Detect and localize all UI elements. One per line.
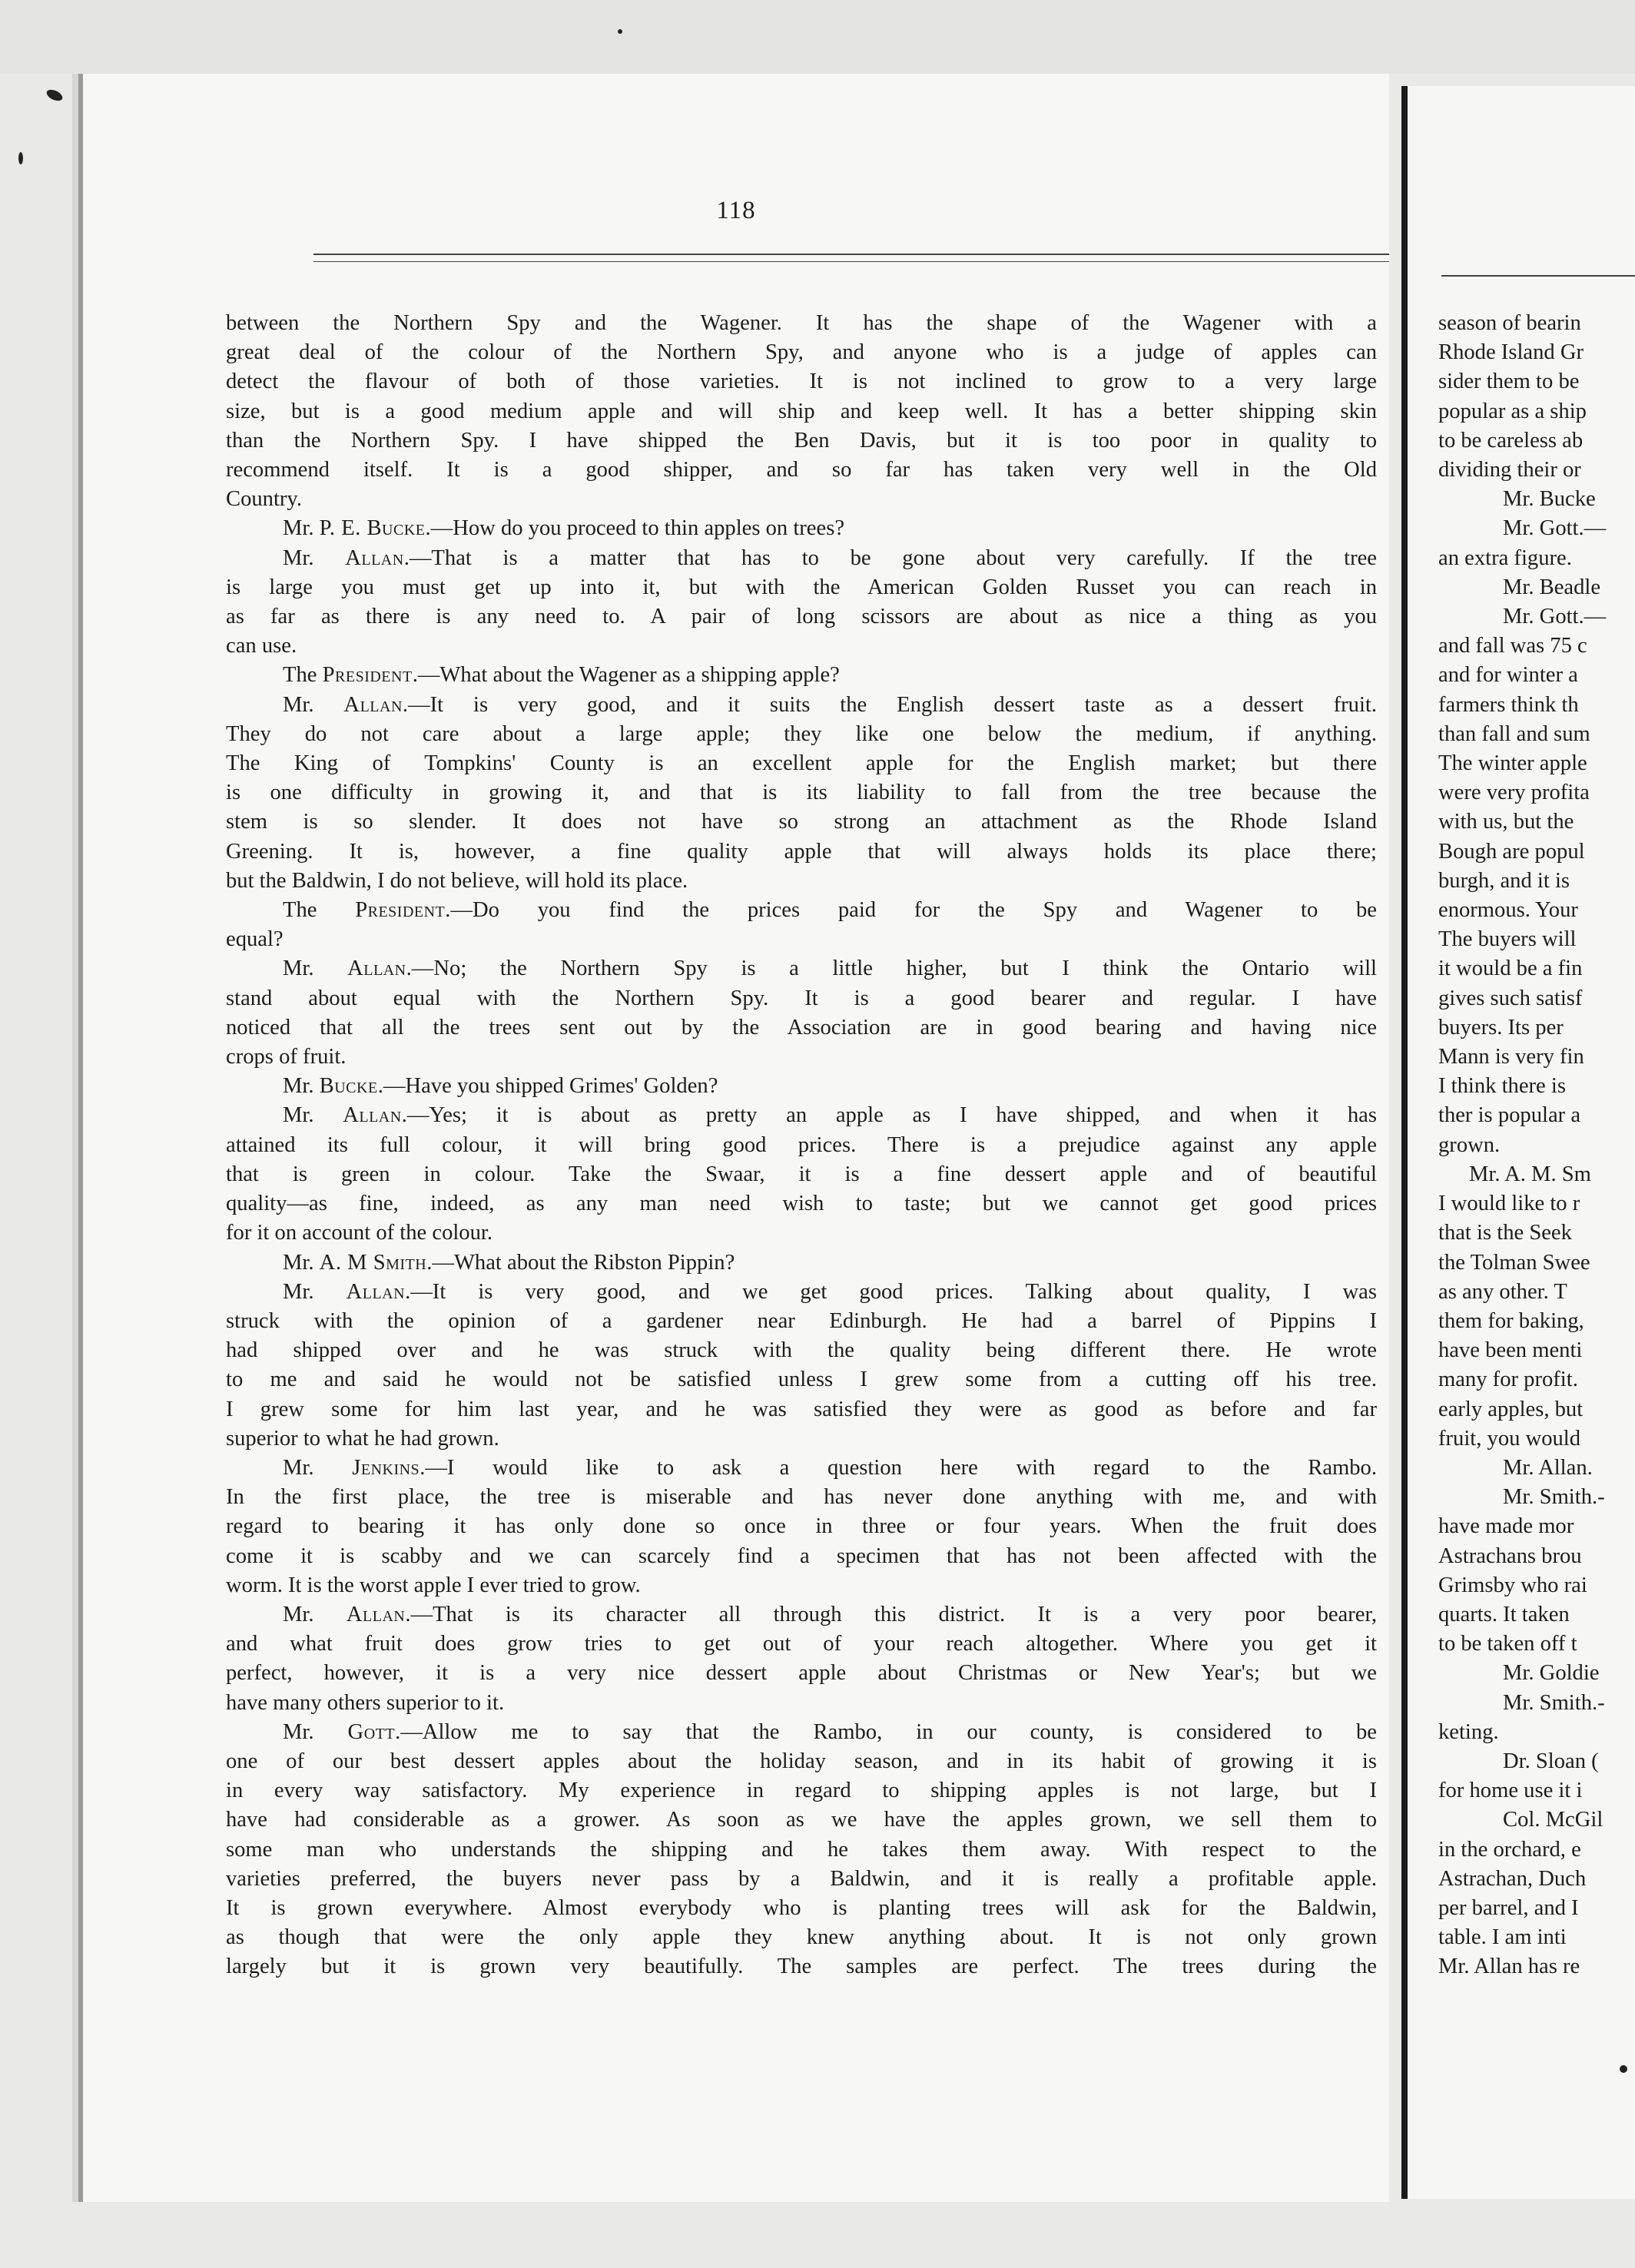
line-text: .—Do you find the prices paid for the Spy and Wagener to be: [445, 898, 1377, 923]
body-text: [226, 309, 1377, 1982]
speaker-prefix: The: [283, 663, 323, 688]
line-text: .—Allow me to say that the Rambo, in our county, is considered to be: [395, 1719, 1377, 1744]
text-line: varieties preferred, the buyers never pass by a Baldwin, and it is really a profitable apple.: [226, 1866, 1377, 1891]
text-line: perfect, however, it is a very nice dessert apple about Christmas or New Year's; but we: [226, 1661, 1377, 1686]
right-column-line: Astrachan, Duch: [1438, 1866, 1587, 1891]
right-header-rule: [1441, 275, 1635, 277]
speaker-prefix: Mr.: [283, 1455, 353, 1480]
scan-speck: [1620, 2065, 1627, 2073]
right-column-line: Bough are popul: [1438, 839, 1585, 864]
line-text: .—Have you shipped Grimes' Golden?: [377, 1074, 718, 1099]
speaker-name: Gott: [347, 1719, 396, 1744]
speaker-name: Jenkins: [352, 1455, 420, 1480]
text-line: is one difficulty in growing it, and that is its liability to fall from the tree because the: [226, 781, 1377, 805]
speaker-name: Allan: [347, 957, 406, 981]
right-column-line: Mann is very fin: [1438, 1045, 1584, 1069]
speaker-prefix: Mr.: [283, 1103, 343, 1128]
text-line: and what fruit does grow tries to get out of your reach altogether. Where you get it: [226, 1632, 1377, 1656]
text-line: between the Northern Spy and the Wagener. It has the shape of the Wagener with a: [226, 311, 1377, 335]
text-line: can use.: [226, 634, 297, 658]
text-line: some man who understands the shipping and he takes them away. With respect to the: [226, 1837, 1377, 1862]
text-line: largely but it is grown very beautifully. The samples are perfect. The trees during the: [226, 1955, 1377, 1979]
text-line: superior to what he had grown.: [226, 1426, 499, 1451]
right-column-line: the Tolman Swee: [1438, 1250, 1590, 1275]
right-column-line: per barrel, and I: [1438, 1895, 1579, 1920]
speaker-prefix: Mr.: [283, 1279, 347, 1304]
line-text: .—It is very good, and we get good prices. Talking about quality, I was: [405, 1279, 1377, 1304]
text-line: [226, 896, 1377, 925]
text-line: as though that were the only apple they knew anything about. It is not only grown: [226, 1925, 1377, 1950]
text-line: [226, 1072, 1377, 1101]
text-line: recommend itself. It is a good shipper, and so far has taken very well in the Old: [226, 458, 1377, 482]
text-line: crops of fruit.: [226, 1045, 347, 1069]
speaker-name: A. M Smith: [319, 1250, 427, 1275]
text-line: have many others superior to it.: [226, 1690, 505, 1715]
right-column-line: gives such satisf: [1438, 986, 1583, 1010]
right-column-line: Mr. Allan has re: [1438, 1955, 1580, 1979]
right-column-line: popular as a ship: [1438, 399, 1587, 423]
text-line: [226, 1278, 1377, 1307]
text-line: I grew some for him last year, and he was satisfied they were as good as before and far: [226, 1397, 1377, 1421]
right-column-line: have been menti: [1438, 1338, 1583, 1363]
right-column-line: sider them to be: [1438, 370, 1580, 394]
text-line: [226, 1600, 1377, 1630]
text-line: [226, 1454, 1377, 1483]
speaker-prefix: Mr.: [283, 1602, 347, 1626]
right-column-line: have made mor: [1438, 1514, 1574, 1539]
right-column-line: The buyers will: [1438, 927, 1577, 952]
text-line: come it is scabby and we can scarcely find a specimen that has not been affected with the: [226, 1544, 1377, 1568]
scan-speck: [45, 88, 64, 103]
text-line: great deal of the colour of the Northern Spy, and anyone who is a judge of apples can: [226, 340, 1377, 365]
text-line: It is grown everywhere. Almost everybody who is planting trees will ask for the Baldwin,: [226, 1895, 1377, 1920]
text-line: [226, 661, 1377, 690]
speaker-name: President: [322, 663, 413, 688]
right-column-line: Rhode Island Gr: [1438, 340, 1584, 365]
speaker-prefix: Mr.: [283, 516, 320, 541]
scan-speck: [618, 29, 622, 34]
text-line: quality—as fine, indeed, as any man need wish to taste; but we cannot get good prices: [226, 1192, 1377, 1216]
text-line: [226, 691, 1377, 720]
text-line: detect the flavour of both of those varieties. It is not inclined to grow to a very large: [226, 370, 1377, 394]
text-line: but the Baldwin, I do not believe, will hold its place.: [226, 868, 688, 893]
speaker-prefix: The: [283, 898, 356, 923]
scan-speck: [18, 152, 23, 164]
text-line: [226, 514, 1377, 543]
speaker-name: Allan: [345, 545, 404, 570]
header-rule-bottom: [313, 261, 1389, 262]
right-column-line: Mr. Goldie: [1503, 1661, 1600, 1686]
right-column-line: buyers. Its per: [1438, 1015, 1564, 1040]
text-line: equal?: [226, 927, 284, 952]
text-line: regard to bearing it has only done so once in three or four years. When the fruit does: [226, 1514, 1377, 1539]
right-column-line: Mr. Smith.-: [1503, 1485, 1605, 1510]
line-text: .—Yes; it is about as pretty an apple as I have shipped, and when it has: [401, 1103, 1377, 1128]
right-column-line: farmers think th: [1438, 692, 1579, 717]
text-line: that is green in colour. Take the Swaar, it is a fine dessert apple and of beautiful: [226, 1162, 1377, 1186]
right-column-line: an extra figure.: [1438, 545, 1572, 570]
speaker-prefix: Mr.: [283, 545, 346, 570]
right-column-line: to be taken off t: [1438, 1632, 1577, 1656]
right-column-line: it would be a fin: [1438, 957, 1583, 981]
right-column-line: Mr. Gott.—: [1503, 605, 1607, 629]
text-line: in every way satisfactory. My experience in regard to shipping apples is not large, but I: [226, 1779, 1377, 1803]
right-column-line: that is the Seek: [1438, 1221, 1572, 1245]
right-column-line: Dr. Sloan (: [1503, 1749, 1599, 1773]
right-column-line: than fall and sum: [1438, 721, 1590, 746]
right-column-line: Mr. Allan.: [1503, 1455, 1593, 1480]
right-column-line: Grimsby who rai: [1438, 1573, 1587, 1597]
speaker-name: Allan: [346, 1279, 406, 1304]
line-text: .—No; the Northern Spy is a little higher, but I think the Ontario will: [406, 957, 1377, 981]
right-column-line: for home use it i: [1438, 1779, 1583, 1803]
speaker-name: Allan: [346, 1602, 406, 1626]
text-line: worm. It is the worst apple I ever tried to grow.: [226, 1573, 641, 1597]
page-number: 118: [716, 197, 756, 224]
speaker-prefix: Mr.: [283, 692, 344, 717]
text-line: as far as there is any need to. A pair of long scissors are about as nice a thing as you: [226, 605, 1377, 629]
right-column-line: table. I am inti: [1438, 1925, 1567, 1950]
text-line: to me and said he would not be satisfied unless I grew some from a cutting off his tree.: [226, 1368, 1377, 1392]
text-line: [226, 1718, 1377, 1747]
line-text: .—That is its character all through this district. It is a very poor bearer,: [405, 1602, 1377, 1626]
right-column-line: enormous. Your: [1438, 898, 1578, 923]
text-line: had shipped over and he was struck with the quality being different there. He wrote: [226, 1338, 1377, 1363]
speaker-prefix: Mr.: [283, 1719, 348, 1744]
right-column-line: ther is popular a: [1438, 1103, 1581, 1128]
right-column-line: Mr. Bucke: [1503, 487, 1596, 512]
text-line: attained its full colour, it will bring good prices. There is a prejudice against any apple: [226, 1132, 1377, 1157]
right-column-line: were very profita: [1438, 781, 1590, 805]
right-column-text: [1438, 309, 1635, 1982]
text-line: They do not care about a large apple; they like one below the medium, if anything.: [226, 721, 1377, 746]
right-column-line: keting.: [1438, 1719, 1499, 1744]
right-column-line: many for profit.: [1438, 1368, 1578, 1392]
text-line: is large you must get up into it, but with the American Golden Russet you can reach in: [226, 575, 1377, 599]
right-column-line: Mr. Gott.—: [1503, 516, 1607, 541]
text-line: The King of Tompkins' County is an excellent apple for the English market; but there: [226, 751, 1377, 776]
right-column-line: Mr. A. M. Sm: [1469, 1162, 1591, 1186]
right-column-line: to be careless ab: [1438, 428, 1584, 453]
line-text: .—It is very good, and it suits the English dessert taste as a dessert fruit.: [402, 692, 1377, 717]
speaker-name: President: [355, 898, 446, 923]
text-line: noticed that all the trees sent out by the Association are in good bearing and having nice: [226, 1015, 1377, 1040]
right-column-line: early apples, but: [1438, 1397, 1584, 1421]
right-column-line: and fall was 75 c: [1438, 634, 1587, 658]
right-column-line: in the orchard, e: [1438, 1837, 1581, 1862]
text-line: [226, 954, 1377, 983]
right-column-line: Astrachans brou: [1438, 1544, 1582, 1568]
right-column-line: The winter apple: [1438, 751, 1587, 776]
line-text: .—What about the Wagener as a shipping apple?: [412, 663, 840, 688]
speaker-name: Allan: [343, 692, 403, 717]
text-line: [226, 1101, 1377, 1130]
right-column-line: as any other. T: [1438, 1279, 1567, 1304]
text-line: have had considerable as a grower. As soon as we have the apples grown, we sell them to: [226, 1808, 1377, 1832]
line-text: .—I would like to ask a question here with regard to the Rambo.: [420, 1455, 1378, 1480]
text-line: than the Northern Spy. I have shipped the Ben Davis, but it is too poor in quality to: [226, 428, 1377, 453]
text-line: for it on account of the colour.: [226, 1221, 492, 1245]
speaker-prefix: Mr.: [283, 957, 348, 981]
line-text: .—How do you proceed to thin apples on trees?: [425, 516, 845, 541]
right-column-line: Mr. Smith.-: [1503, 1690, 1605, 1715]
right-column-line: fruit, you would: [1438, 1426, 1581, 1451]
speaker-name: Allan: [343, 1103, 402, 1128]
text-line: [226, 1248, 1377, 1278]
right-column-line: and for winter a: [1438, 663, 1578, 688]
text-line: Greening. It is, however, a fine quality apple that will always holds its place there;: [226, 839, 1377, 864]
right-column-line: I think there is: [1438, 1074, 1566, 1099]
speaker-prefix: Mr.: [283, 1074, 320, 1099]
right-column-line: Mr. Beadle: [1503, 575, 1601, 599]
header-rule-top: [313, 254, 1389, 255]
text-line: Country.: [226, 487, 303, 512]
right-column-line: I would like to r: [1438, 1192, 1580, 1216]
right-column-line: Col. McGil: [1503, 1808, 1603, 1832]
right-column-line: season of bearin: [1438, 311, 1581, 335]
right-column-line: them for baking,: [1438, 1308, 1584, 1333]
text-line: stand about equal with the Northern Spy. It is a good bearer and regular. I have: [226, 986, 1377, 1010]
text-line: [226, 544, 1377, 573]
right-column-line: grown.: [1438, 1132, 1501, 1157]
text-line: size, but is a good medium apple and will ship and keep well. It has a better shipping skin: [226, 399, 1377, 423]
speaker-name: P. E. Bucke: [319, 516, 426, 541]
line-text: .—What about the Ribston Pippin?: [426, 1250, 735, 1275]
scan-background: [0, 0, 1635, 74]
right-column-line: with us, but the: [1438, 810, 1574, 834]
line-text: .—That is a matter that has to be gone about very carefully. If the tree: [403, 545, 1377, 570]
text-line: stem is so slender. It does not have so strong an attachment as the Rhode Island: [226, 810, 1377, 834]
text-line: one of our best dessert apples about the holiday season, and in its habit of growing it is: [226, 1749, 1377, 1773]
text-line: struck with the opinion of a gardener near Edinburgh. He had a barrel of Pippins I: [226, 1308, 1377, 1333]
right-column-line: dividing their or: [1438, 458, 1581, 482]
right-column-line: quarts. It taken: [1438, 1602, 1570, 1626]
right-column-line: burgh, and it is: [1438, 868, 1570, 893]
speaker-name: Bucke: [319, 1074, 378, 1099]
text-line: In the first place, the tree is miserable and has never done anything with me, and with: [226, 1485, 1377, 1510]
speaker-prefix: Mr.: [283, 1250, 320, 1275]
